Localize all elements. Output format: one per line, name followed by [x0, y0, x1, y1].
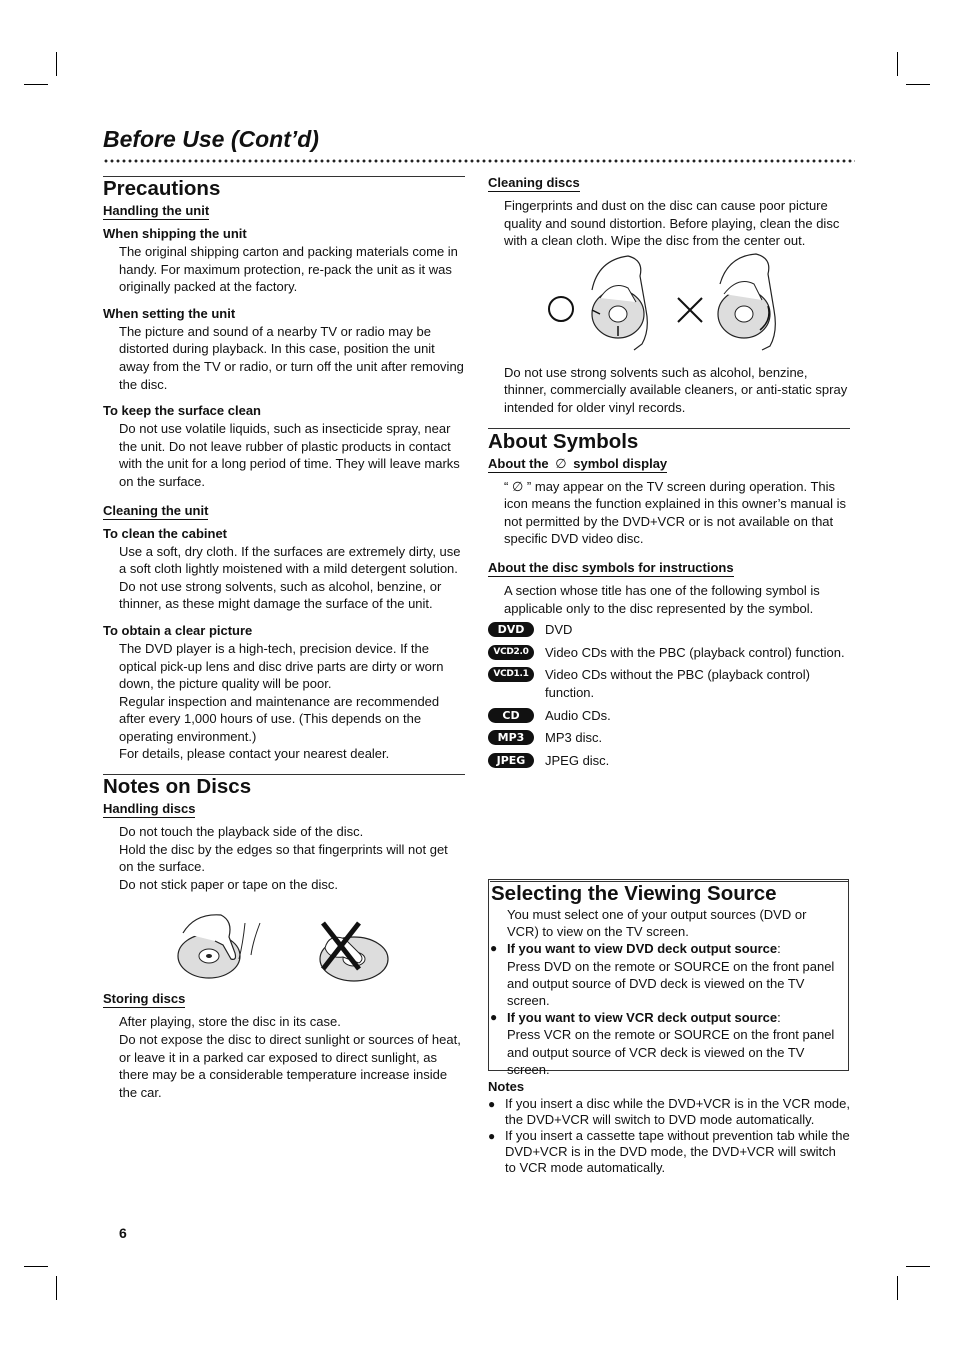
picture-text-2: Regular inspection and maintenance are recommended after every 1,000 hours of use. (This depends on the operating environment.)	[119, 693, 440, 744]
note-item	[488, 1128, 850, 1176]
disc-symbol-row	[488, 644, 850, 662]
cleaning-unit-subheading: Cleaning the unit	[103, 502, 209, 518]
storing-text-2: Do not expose the disc to direct sunlight or sources of heat, or leave it in a parked car exposed to direct sunlight, as there may be a considerable temperature increase inside the car.	[119, 1032, 461, 1100]
prohibited-symbol-icon: ∅	[555, 455, 567, 471]
surface-text: Do not use volatile liquids, such as insecticide spray, near the unit. Do not leave rubber of plastic products in contact with the unit for a long period of time. They will leave marks on the surface.	[119, 421, 460, 489]
handling-text-3: Do not stick paper or tape on the disc.	[119, 876, 338, 892]
bullet-icon: ●	[490, 1010, 498, 1025]
cabinet-text: Use a soft, dry cloth. If the surfaces are extremely dirty, use a soft cloth lightly moistened with a mild detergent solution. Do not use strong solvents, such as alcohol, benzine, or thinner, as these might damage the surface of the unit.	[119, 543, 461, 612]
disc-cleaning-illustration	[488, 250, 850, 364]
setting-text: The picture and sound of a nearby TV or radio may be distorted during playback. In this case, position the unit away from the TV or radio, or turn off the unit after removing the disc.	[119, 323, 464, 392]
about-symbols-heading: About Symbols	[488, 429, 639, 453]
disc-symbol-row	[488, 666, 850, 701]
disc-symbol-text: DVD	[545, 622, 573, 638]
disc-correct-icon	[178, 915, 260, 978]
disc-handling-svg	[103, 893, 465, 985]
viewing-source-heading: Selecting the Viewing Source	[491, 882, 777, 905]
handling-text-1: Do not touch the playback side of the disc.	[119, 824, 364, 840]
correct-mark-icon	[549, 297, 573, 321]
dvd-source-item	[490, 940, 848, 1009]
cd-badge-icon: CD	[488, 708, 534, 723]
precautions-section	[103, 176, 465, 763]
shipping-text: The original shipping carton and packing materials come in handy. For maximum protection, re-pack the unit as it was originally packed at the factory.	[119, 244, 458, 295]
colon: :	[777, 1010, 781, 1026]
disc-wipe-center-out-icon	[592, 256, 647, 350]
crop-mark	[906, 1266, 930, 1267]
vcr-source-text: Press VCR on the remote or SOURCE on the front panel and output source of VCR deck is viewed on the TV screen.	[507, 1027, 835, 1077]
note-item	[488, 1096, 850, 1128]
shipping-title: When shipping the unit	[103, 226, 247, 241]
disc-handling-illustration	[103, 893, 465, 985]
disc-wrong-icon	[320, 923, 388, 981]
disc-symbol-text: Video CDs without the PBC (playback control) function.	[545, 667, 810, 700]
disc-symbols-text: A section whose title has one of the following symbol is applicable only to the disc represented by the symbol.	[504, 582, 820, 616]
disc-symbol-text: Video CDs with the PBC (playback control) function.	[545, 644, 845, 660]
picture-title: To obtain a clear picture	[103, 622, 253, 638]
cleaning-discs-text-1: Fingerprints and dust on the disc can cause poor picture quality and sound distortion. Before playing, clean the disc with a clean cloth. Wipe the disc from the center out.	[504, 198, 840, 249]
handling-text-2: Hold the disc by the edges so that fingerprints will not get on the surface.	[119, 841, 448, 875]
symbol-display-post: symbol display	[573, 455, 668, 471]
picture-text-1: The DVD player is a high-tech, precision device. If the optical pick-up lens and disc drive parts are dirty or worn down, the picture quality will be poor.	[119, 640, 444, 692]
prohibited-symbol-inline-icon: ∅	[511, 478, 524, 494]
symbol-display-pre: About the	[488, 455, 549, 471]
precautions-heading: Precautions	[103, 177, 221, 200]
storing-text-1: After playing, store the disc in its case.	[119, 1014, 341, 1030]
dvd-badge-icon: DVD	[488, 622, 534, 637]
disc-symbols-subheading: About the disc symbols for instructions	[488, 559, 734, 575]
viewing-source-inner	[490, 881, 848, 1078]
dotted-rule	[103, 158, 855, 164]
about-symbols-section	[488, 428, 850, 770]
symbol-display-text	[488, 478, 850, 548]
disc-symbol-row	[488, 707, 850, 725]
cleaning-discs-subheading: Cleaning discs	[488, 175, 580, 190]
handling-unit-subheading: Handling the unit	[103, 203, 210, 218]
disc-symbol-row	[488, 729, 850, 747]
crop-mark	[897, 1276, 898, 1300]
dvd-source-text: Press DVD on the remote or SOURCE on the front panel and output source of DVD deck is viewed on the TV screen.	[507, 958, 835, 1009]
notes-title: Notes	[488, 1079, 525, 1094]
crop-mark	[24, 84, 48, 85]
colon: :	[777, 941, 781, 957]
crop-mark	[56, 1276, 57, 1300]
bullet-icon: ●	[490, 941, 498, 956]
notes-on-discs-heading: Notes on Discs	[103, 775, 252, 799]
disc-symbol-row	[488, 621, 850, 639]
symbol-display-body: ” may appear on the TV screen during operation. This icon means the function explained in this owner’s manual is not permitted by the DVD+VCR or is not available on that specific DVD video disc.	[504, 478, 847, 547]
vcr-source-title: If you want to view VCR deck output source	[507, 1010, 778, 1026]
crop-mark	[56, 52, 57, 76]
notes-on-discs-section	[103, 774, 465, 1101]
storing-discs-subheading: Storing discs	[103, 991, 186, 1007]
picture-text-3: For details, please contact your nearest dealer.	[119, 746, 390, 762]
mp3-badge-icon: MP3	[488, 730, 534, 745]
left-column	[103, 176, 465, 1101]
disc-cleaning-svg	[488, 250, 850, 364]
surface-title: To keep the surface clean	[103, 403, 261, 419]
vcd11-badge-icon: VCD1.1	[488, 667, 534, 682]
cabinet-title: To clean the cabinet	[103, 525, 228, 541]
dvd-source-title: If you want to view DVD deck output source	[507, 941, 778, 957]
handling-discs-subheading: Handling discs	[103, 801, 196, 817]
vcr-source-item	[490, 1009, 848, 1078]
page-number: 6	[119, 1225, 127, 1241]
symbol-display-subheading	[488, 456, 667, 473]
bullet-icon: ●	[488, 1097, 496, 1111]
viewing-source-box	[488, 879, 849, 1077]
right-column	[488, 173, 850, 774]
cleaning-discs-text-2: Do not use strong solvents such as alcohol, benzine, thinner, commercially available cleaners, or anti-static spray intended for older vinyl records.	[504, 364, 848, 415]
crop-mark	[24, 1266, 48, 1267]
note-text: If you insert a disc while the DVD+VCR is in the VCR mode, the DVD+VCR will switch to DVD mode automatically.	[505, 1096, 851, 1127]
setting-title: When setting the unit	[103, 305, 236, 321]
note-text: If you insert a cassette tape without prevention tab while the DVD+VCR is in the DVD mode, the DVD+VCR will switch to VCR mode automatically.	[505, 1128, 850, 1175]
quote-open: “	[504, 478, 509, 494]
disc-symbol-row	[488, 752, 850, 770]
crop-mark	[906, 84, 930, 85]
disc-symbol-text: JPEG disc.	[545, 752, 610, 768]
vcd20-badge-icon: VCD2.0	[488, 645, 534, 660]
disc-symbol-text: Audio CDs.	[545, 707, 611, 723]
disc-symbol-text: MP3 disc.	[545, 730, 603, 746]
disc-wipe-circular-icon	[718, 254, 775, 350]
page-title: Before Use (Cont’d)	[103, 126, 319, 152]
crop-mark	[897, 52, 898, 76]
viewing-source-intro: You must select one of your output sources (DVD or VCR) to view on the TV screen.	[507, 907, 807, 940]
jpeg-badge-icon: JPEG	[488, 753, 534, 768]
bullet-icon: ●	[488, 1129, 496, 1143]
notes-section	[488, 1079, 850, 1176]
disc-symbol-list	[488, 621, 850, 769]
